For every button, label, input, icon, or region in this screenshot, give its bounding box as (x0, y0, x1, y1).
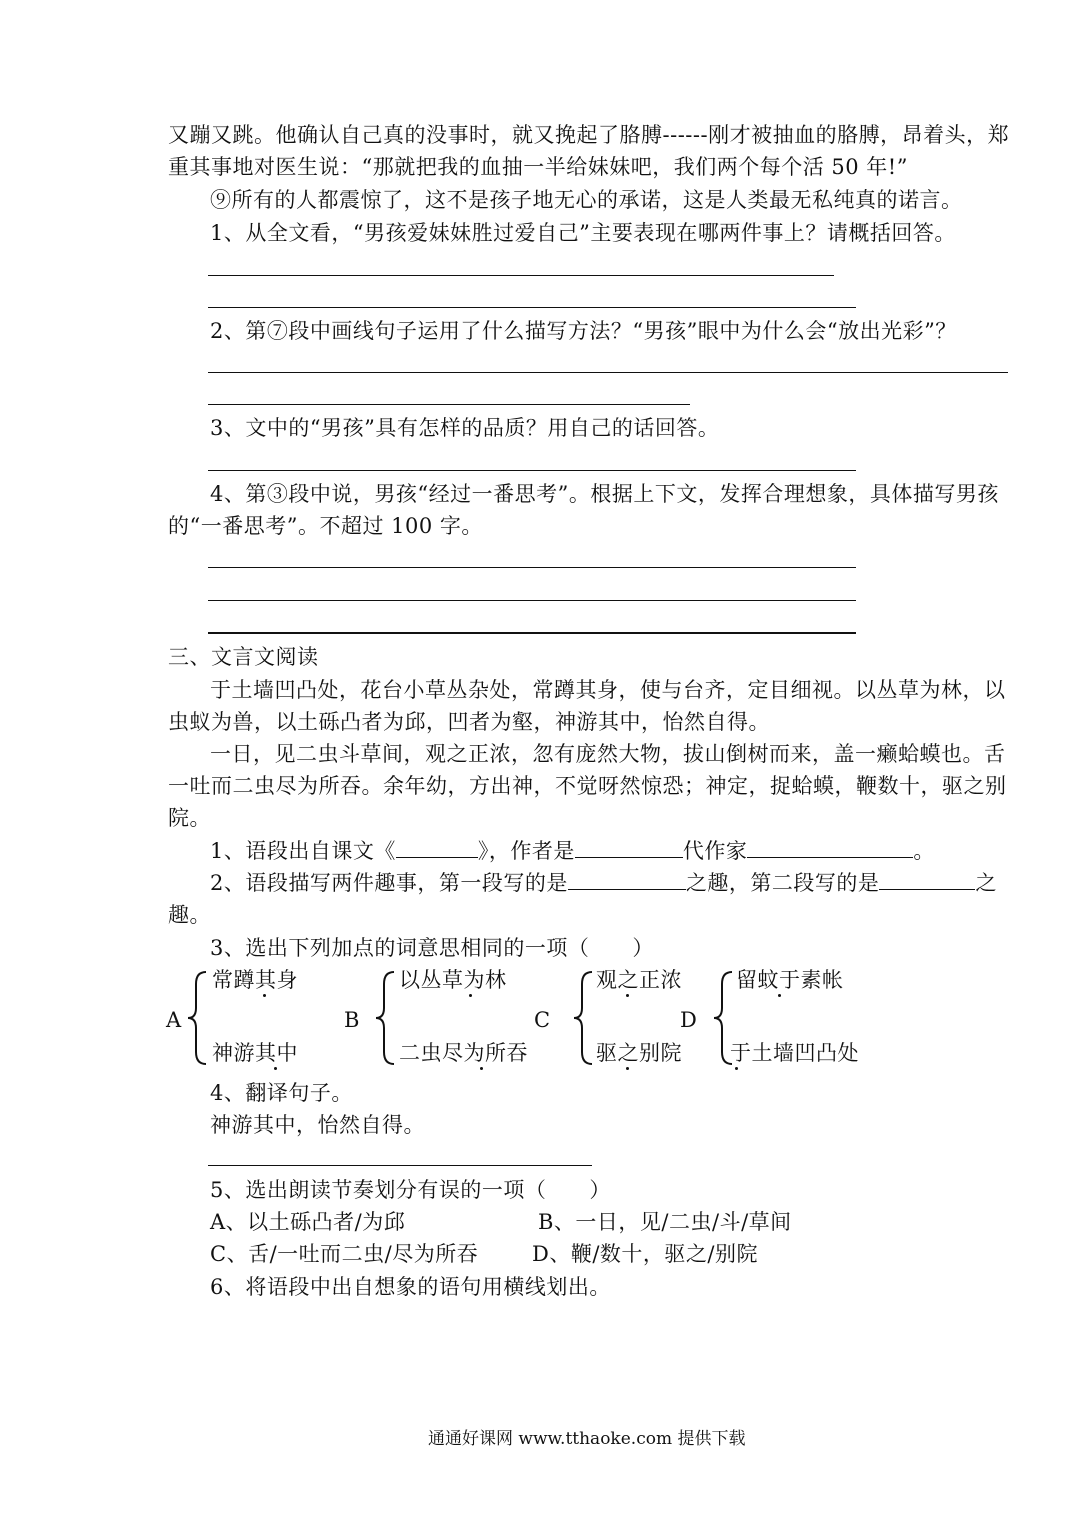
question-1: 1、从全文看，“男孩爱妹妹胜过爱自己”主要表现在哪两件事上？请概括回答。 (210, 221, 956, 245)
question-3: 3、文中的“男孩”具有怎样的品质？用自己的话回答。 (210, 416, 720, 440)
passage-line: 重其事地对医生说：“那就把我的血抽一半给妹妹吧，我们两个每个活 50 年!” (168, 155, 908, 179)
emphasis-dot (626, 1067, 629, 1070)
option-d-letter: D (680, 1008, 698, 1032)
option-a-top: 常蹲其身 (212, 968, 298, 992)
answer-line (208, 275, 834, 276)
option-c-letter: C (534, 1008, 551, 1032)
q2-text: 之 (975, 871, 997, 895)
q5-option-c: C、舌/一吐而二虫/尽为所吞 (210, 1242, 479, 1266)
q1-text: 。 (913, 839, 935, 863)
question-4-cont: 的“一番思考”。不超过 100 字。 (168, 514, 483, 538)
blank-second-fun[interactable] (879, 869, 975, 890)
brace-a (186, 968, 210, 1068)
blank-dynasty[interactable] (575, 837, 683, 858)
option-b-bottom: 二虫尽为所吞 (399, 1041, 528, 1065)
emphasis-dot (735, 1067, 738, 1070)
classical-question-6: 6、将语段中出自想象的语句用横线划出。 (210, 1275, 611, 1299)
emphasis-dot (263, 994, 266, 997)
classical-text: 虫蚁为兽，以土砾凸者为邱，凹者为壑，神游其中，怡然自得。 (168, 710, 770, 734)
emphasis-dot (469, 994, 472, 997)
answer-line (208, 404, 690, 405)
answer-line (208, 600, 856, 601)
option-d-top: 留蚊于素帐 (736, 968, 844, 992)
q2-text: 之趣，第二段写的是 (685, 871, 880, 895)
emphasis-dot (480, 1067, 483, 1070)
classical-text: 一吐而二虫尽为所吞。余年幼，方出神，不觉呀然惊恐；神定，捉蛤蟆，鞭数十，驱之别 (168, 774, 1007, 798)
blank-author[interactable] (747, 837, 913, 858)
emphasis-dot (626, 994, 629, 997)
option-d-bottom: 于土墙凹凸处 (730, 1041, 859, 1065)
option-b-top: 以丛草为林 (399, 968, 507, 992)
answer-line (208, 307, 856, 308)
passage-line: ⑨所有的人都震惊了，这不是孩子地无心的承诺，这是人类最无私纯真的诺言。 (210, 188, 963, 212)
passage-line: 又蹦又跳。他确认自己真的没事时，就又挽起了胳膊------刚才被抽血的胳膊，昂着头，郑 (168, 123, 1010, 147)
emphasis-dot (274, 1067, 277, 1070)
emphasis-dot (778, 994, 781, 997)
classical-question-3: 3、选出下列加点的词意思相同的一项（ ） (210, 936, 654, 960)
answer-line (208, 567, 856, 568)
option-c-bottom: 驱之别院 (596, 1041, 682, 1065)
option-b-letter: B (344, 1008, 360, 1032)
translate-sentence: 神游其中，怡然自得。 (210, 1113, 425, 1137)
classical-question-1 (210, 837, 935, 865)
option-a-letter: A (166, 1008, 182, 1032)
classical-text: 于土墙凹凸处，花台小草丛杂处，常蹲其身，使与台齐，定目细视。以丛草为林，以 (210, 678, 1006, 702)
q5-option-d: D、鞭/数十，驱之/别院 (532, 1242, 758, 1266)
classical-text: 院。 (168, 806, 211, 830)
answer-line (208, 470, 856, 471)
blank-first-fun[interactable] (568, 869, 686, 890)
classical-question-5: 5、选出朗读节奏划分有误的一项（ ） (210, 1178, 611, 1202)
q2-text: 2、语段描写两件趣事，第一段写的是 (210, 871, 568, 895)
option-a-bottom: 神游其中 (212, 1041, 298, 1065)
brace-b (374, 968, 398, 1068)
classical-question-2-cont: 趣。 (168, 903, 211, 927)
question-2: 2、第⑦段中画线句子运用了什么描写方法？“男孩”眼中为什么会“放出光彩”？ (210, 319, 957, 343)
option-c-top: 观之正浓 (596, 968, 682, 992)
brace-c (572, 968, 596, 1068)
question-4: 4、第③段中说，男孩“经过一番思考”。根据上下文，发挥合理想象，具体描写男孩 (210, 482, 999, 506)
classical-text: 一日，见二虫斗草间，观之正浓，忽有庞然大物，拔山倒树而来，盖一癞蛤蟆也。舌 (210, 742, 1006, 766)
classical-question-4: 4、翻译句子。 (210, 1081, 353, 1105)
q1-text: 代作家 (682, 839, 748, 863)
answer-line (208, 1165, 592, 1166)
footer-text: 通通好课网 www.tthaoke.com 提供下载 (428, 1429, 746, 1449)
q1-text: 1、语段出自课文《 (210, 839, 396, 863)
q5-option-a: A、以土砾凸者/为邱 (210, 1210, 406, 1234)
answer-line (208, 632, 856, 634)
classical-question-2 (210, 869, 997, 897)
section-heading: 三、文言文阅读 (168, 645, 319, 669)
q5-option-b: B、一日，见/二虫/斗/草间 (538, 1210, 792, 1234)
blank-title[interactable] (396, 837, 478, 858)
answer-line (208, 372, 1008, 373)
q1-text: 》，作者是 (477, 839, 575, 863)
